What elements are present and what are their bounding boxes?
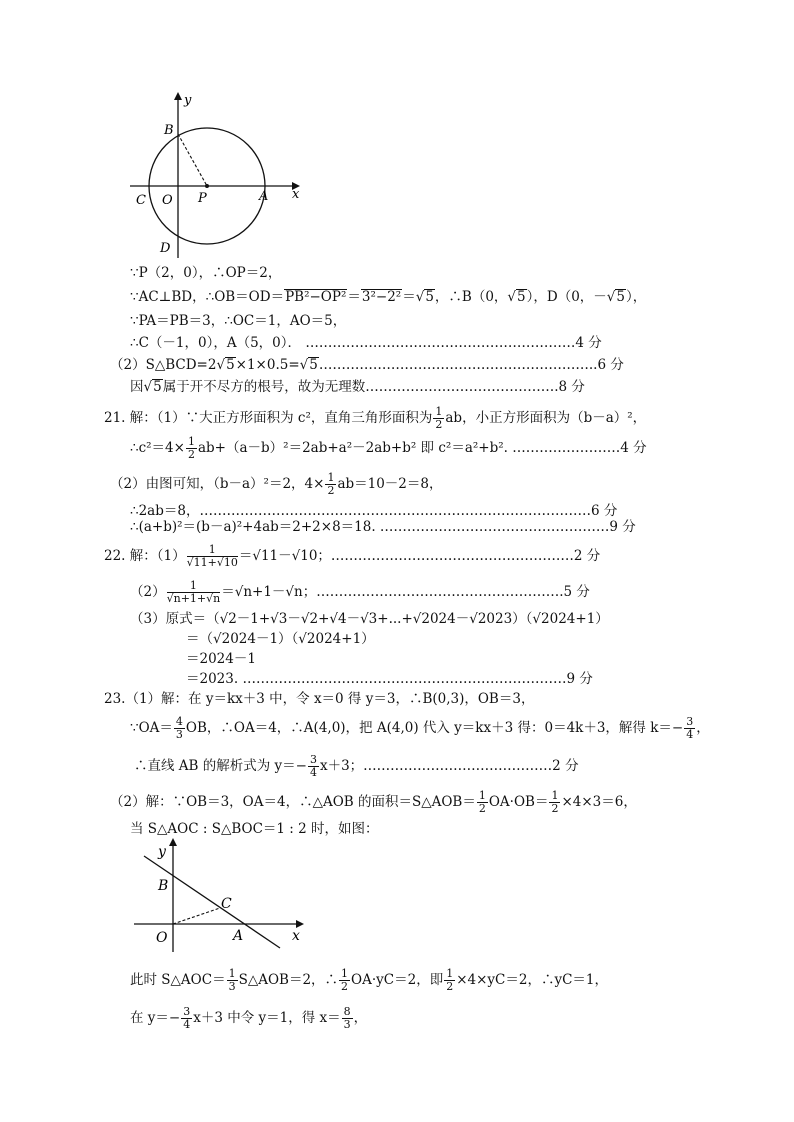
q20-line2: ∵AC⊥BD，∴OB＝OD＝PB²−OP²＝3²−2²＝√5，∴B（0，√5），D（0，－√5）， [130,289,647,305]
y-axis-arrow [169,838,177,846]
label-b: B [164,123,174,138]
q23-line2: ∵OA＝ $\frac{4}{3}$ OB，∴OA＝4，∴A(4,0)，把 A(4,0) 代入 y＝kx＋3 得：0＝4k＋3，解得 k＝− $\frac{3}{4}$ ， [130,715,710,741]
q20-line4: ∴C（－1，0），A（5，0）． ……………………………………………………4 分 [130,335,602,351]
q22-line5: ＝2024－1 [186,651,256,667]
point-p [205,184,209,188]
label-y: y [184,93,192,108]
q21-line2: ∴c²＝4× $\frac{1}{2}$ ab+（a－b）²＝2ab+a²－2ab+b² 即 c²＝a²+b². ……………………4 分 [130,435,647,461]
label-x: x [292,928,300,944]
label-b: B [158,878,169,894]
label-c: C [136,193,146,208]
q20-line6: 因√5属于开不尽方的根号，故为无理数…………………………………….8 分 [130,379,585,395]
q23-line7: 在 y＝− $\frac{3}{4}$ x＋3 中令 y＝1，得 x＝ $\frac{8}{3}$ ， [130,1005,368,1031]
q20-line5: （2）S△BCD=2√5×1×0.5=√5……………………………………………………..6 分 [110,357,624,373]
circle-figure [122,88,312,260]
q23-line3: ∴直线 AB 的解析式为 y＝− $\frac{3}{4}$ x＋3；……………………………………2 分 [134,753,579,779]
q23-line5: 当 S△AOC : S△BOC＝1 : 2 时，如图： [130,821,379,837]
q20-line1: ∵P（2，0），∴OP＝2， [130,265,282,281]
q21-line1: 21. 解：（1）∵大正方形面积为 c²，直角三角形面积为 $\frac{1}{2}$ ab，小正方形面积为（b－a）²， [104,405,647,431]
q23-line1: 23.（1）解：在 y＝kx＋3 中，令 x＝0 得 y＝3，∴B(0,3)，OB＝3， [104,691,535,707]
line-figure [128,834,314,952]
q21-line4: ∴2ab＝8，……………………………………………………………………………6 分 [130,503,618,519]
label-o: O [162,193,173,208]
label-o: O [156,930,168,946]
segment-oc [173,908,220,924]
x-axis-arrow [296,920,304,928]
label-a: A [233,928,244,944]
q22-line1: 22. 解：（1） $\frac{1}{√11+√10}$ ＝√11－√10；………………………………………………2 分 [104,543,601,569]
label-a: A [259,189,269,204]
q21-line5: ∴(a+b)²＝(b－a)²+4ab＝2+2×8＝18. ……………………………………………9 分 [130,519,636,535]
q22-line6: ＝2023. ………………………………………………………………9 分 [186,671,593,687]
label-y: y [158,844,166,860]
label-p: P [198,191,207,206]
label-d: D [160,241,171,256]
segment-pb [178,134,207,186]
q22-line2: （2） $\frac{1}{√n+1+√n}$ ＝√n+1－√n；……………………………………………….5 分 [130,579,590,605]
q23-line4: （2）解：∵OB＝3，OA＝4，∴△AOB 的面积＝S△AOB＝ $\frac{1}{2}$ OA·OB＝ $\frac{1}{2}$ ×4×3＝6， [110,789,637,815]
q21-line3: （2）由图可知，（b－a）²＝2，4× $\frac{1}{2}$ ab＝10－2＝8， [110,471,443,497]
label-c: C [221,896,232,912]
y-axis-arrow [174,92,182,100]
label-x: x [292,187,300,202]
q22-line4: ＝（√2024－1）（√2024+1） [186,631,375,647]
q20-line3: ∵PA＝PB＝3，∴OC＝1，AO＝5， [130,313,347,329]
q23-line6: 此时 S△AOC＝ $\frac{1}{3}$ S△AOB＝2，∴ $\frac{1}{2}$ OA·yC＝2，即 $\frac{1}{2}$ ×4×yC＝2，∴yC＝1， [130,967,609,993]
q22-line3: （3）原式＝（√2－1+√3－√2+√4－√3+...+√2024－√2023）（√2024+1） [130,611,609,627]
